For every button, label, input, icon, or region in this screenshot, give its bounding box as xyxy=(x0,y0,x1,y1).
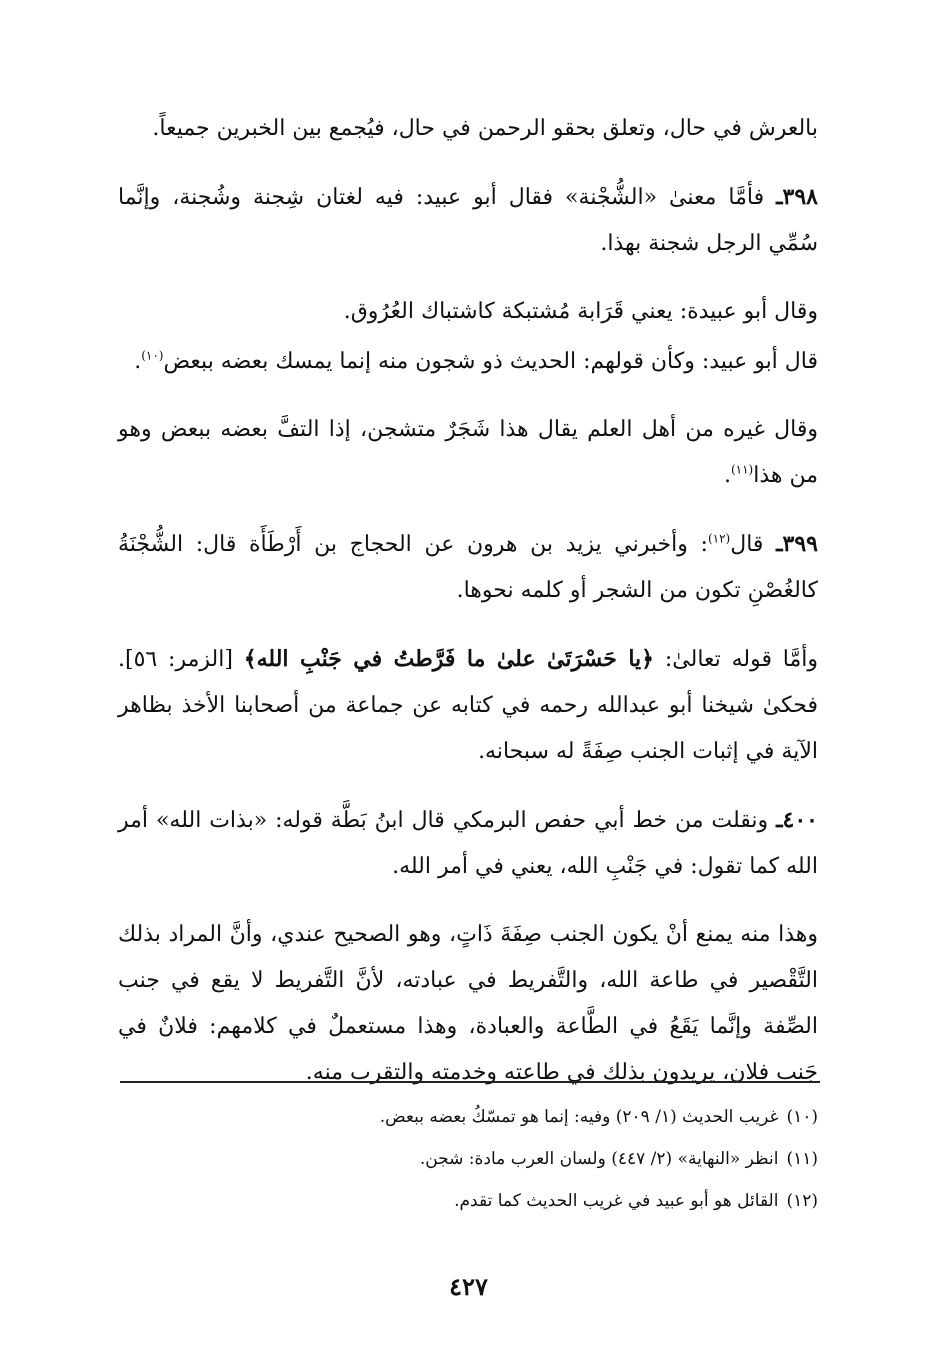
paragraph-tail: . xyxy=(134,349,142,374)
paragraph-text-continued: [الزمر: ٥٦]. فحكىٰ شيخنا أبو عبدالله رحمه في كتابه عن جماعة من أصحابنا الأخذ بظاهر الآية في إثبات الجنب صِفَةً له سبحانه. xyxy=(118,647,818,764)
footnote-ref-11[interactable]: (١١) xyxy=(730,462,754,477)
paragraph-quran xyxy=(118,636,818,775)
footnote-12 xyxy=(118,1180,818,1222)
paragraph-text: قال أبو عبيد: وكأن قولهم: الحديث ذو شجون منه إنما يمسك بعضه ببعض xyxy=(163,349,818,374)
paragraph-abu-ubayda xyxy=(118,289,818,335)
paragraph-1 xyxy=(118,106,818,152)
paragraph-398 xyxy=(118,174,818,267)
paragraph-text: قال xyxy=(730,532,764,557)
paragraph-text: فأمَّا معنىٰ «الشُّجْنة» فقال أبو عبيد: فيه لغتان شِجنة وشُجنة، وإنَّما سُمِّي الرجل شجنة بهذا. xyxy=(118,185,818,256)
main-text xyxy=(118,106,818,1118)
paragraph-text: وهذا منه يمنع أنْ يكون الجنب صِفَةَ ذَاتٍ، وهو الصحيح عندي، وأنَّ المراد بذلك التَّقْصير في طاعة الله، والتَّفريط في عبادته، لأنَّ التَّفريط لا يقع في جنب الصِّفة وإنَّما يَقَعُ في الطَّاعة والعبادة، وهذا مستعملٌ في كلامهم: فلانٌ في جَنب فلان، يريدون بذلك في طاعته وخدمته والتقرب منه. xyxy=(118,922,818,1085)
paragraph-text: وقال أبو عبيدة: يعني قَرَابة مُشتبكة كاشتباك العُرُوق. xyxy=(343,299,818,324)
paragraph-conclusion xyxy=(118,912,818,1096)
footnote-ref-10[interactable]: (١٠) xyxy=(141,348,164,363)
entry-number: ٣٩٩ـ xyxy=(776,531,818,557)
page-number: ٤٢٧ xyxy=(449,1272,488,1301)
footnote-text: انظر «النهاية» (٢/ ٤٤٧) ولسان العرب مادة: شجن. xyxy=(419,1149,779,1169)
entry-number: ٤٠٠ـ xyxy=(776,807,818,833)
footnote-10 xyxy=(118,1096,818,1138)
footnote-divider xyxy=(120,1081,820,1083)
paragraph-text: وقال غيره من أهل العلم يقال هذا شَجَرٌ متشجن، إذا التفَّ بعضه ببعض وهو من هذا xyxy=(118,417,818,488)
entry-number: ٣٩٨ـ xyxy=(776,184,818,210)
footnote-number: (١٠) xyxy=(786,1107,818,1127)
paragraph-text: بالعرش في حال، وتعلق بحقو الرحمن في حال، فيُجمع بين الخبرين جميعاً. xyxy=(152,116,818,141)
paragraph-tail: . xyxy=(723,463,731,488)
footnote-text: غريب الحديث (١/ ٢٠٩) وفيه: إنما هو تمسّكُ بعضه ببعض. xyxy=(379,1107,779,1127)
quran-verse: ﴿يا حَسْرَتَىٰ علىٰ ما فَرَّطتُ في جَنْبِ الله﴾ xyxy=(243,646,655,672)
footnote-text: القائل هو أبو عبيد في غريب الحديث كما تقدم. xyxy=(454,1191,779,1211)
paragraph-text-continued: : وأخبرني يزيد بن هرون عن الحجاج بن أَرْطَأَة قال: الشُّجْنَةُ كالغُصْنِ تكون من الشجر أو كلمه نحوها. xyxy=(118,532,818,603)
footnote-ref-12[interactable]: (١٢) xyxy=(707,531,731,546)
footnotes xyxy=(118,1096,818,1222)
paragraph-400 xyxy=(118,797,818,890)
footnote-number: (١٢) xyxy=(786,1191,818,1211)
footnote-11 xyxy=(118,1138,818,1180)
paragraph-399 xyxy=(118,521,818,614)
paragraph-abu-ubayd xyxy=(118,339,818,385)
paragraph-text: وأمَّا قوله تعالىٰ: xyxy=(664,647,818,672)
footnote-number: (١١) xyxy=(786,1149,818,1169)
paragraph-text: ونقلت من خط أبي حفص البرمكي قال ابنُ بَطَّة قوله: «بذات الله» أمر الله كما تقول: في جَنْبِ الله، يعني في أمر الله. xyxy=(118,808,818,879)
paragraph-others xyxy=(118,407,818,499)
